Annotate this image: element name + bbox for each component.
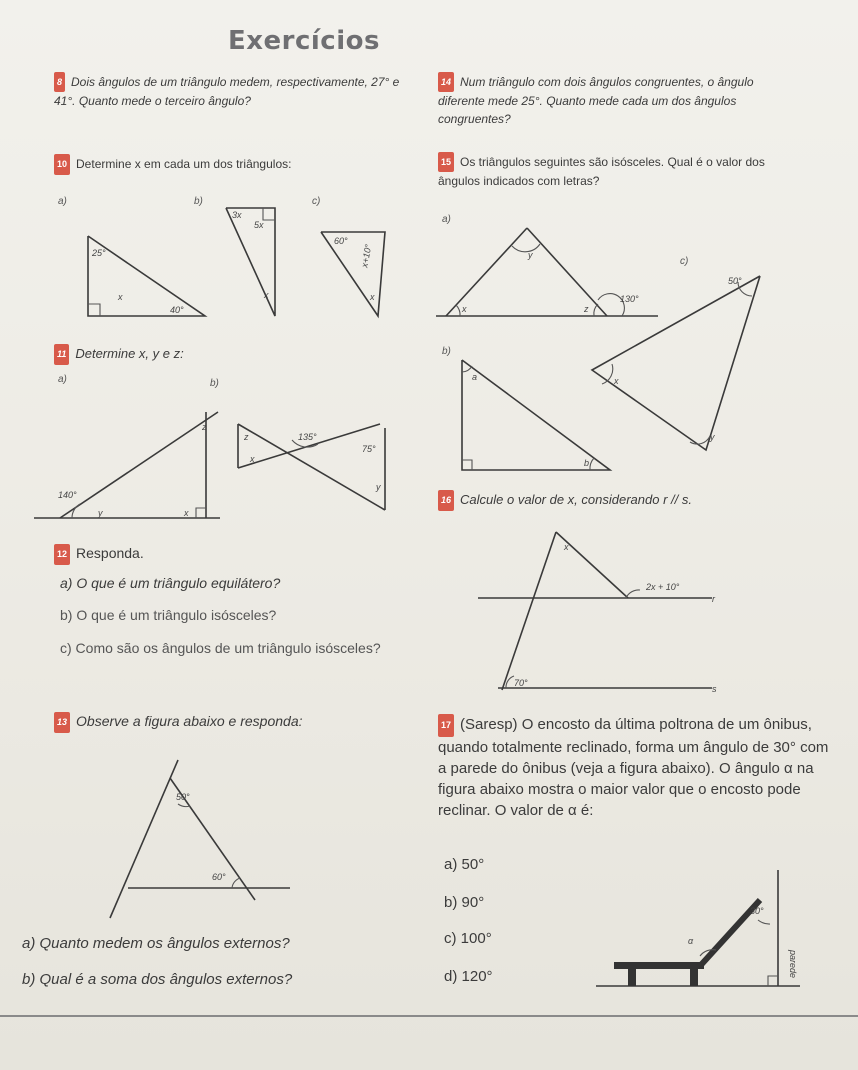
angle-label: 25° (92, 248, 106, 258)
answer-item: a) Quanto medem os ângulos externos? (22, 935, 290, 952)
item-label: b) (194, 196, 203, 207)
angle-label: 50° (728, 276, 742, 286)
exercise-number: 14 (438, 72, 454, 92)
angle-label: 140° (58, 490, 77, 500)
angle-label: 130° (620, 294, 639, 304)
exercise-number: 12 (54, 544, 70, 565)
line-label: r (712, 594, 715, 604)
exercise-text: Os triângulos seguintes são isósceles. Qual é o valor dos ângulos indicados com letras? (438, 155, 765, 188)
angle-label: x+10° (359, 243, 374, 269)
angle-label: y (376, 482, 381, 492)
angle-label: 60° (212, 872, 226, 882)
exercise-text: (Saresp) O encosto da última poltrona de um ônibus, quando totalmente reclinado, forma um ângulo de 30° com a parede do ônibus (veja a figura abaixo). O ângulo α na figura abaixo mostra o maior valor que o encosto pode reclinar. O valor de α é: (438, 716, 829, 819)
angle-label: z (584, 304, 589, 314)
angle-label: z (244, 432, 249, 442)
page-divider (0, 1015, 858, 1017)
angle-label: a (472, 372, 478, 382)
exercise-text: Determine x em cada um dos triângulos: (76, 157, 292, 171)
option-b: b) 90° (444, 894, 485, 911)
angle-label: y (528, 250, 533, 260)
exercise-number: 17 (438, 714, 454, 737)
angle-label: b (584, 458, 590, 468)
angle-label: 40° (170, 305, 184, 315)
item-label: a) (442, 214, 451, 225)
angle-label: y (710, 432, 715, 442)
exercise-text: Responda. (76, 545, 144, 561)
angle-label: x (614, 376, 619, 386)
answer-item: a) O que é um triângulo equilátero? (60, 575, 281, 591)
angle-label: z (202, 422, 207, 432)
angle-label: 60° (334, 236, 348, 246)
exercise-text: Determine x, y e z: (75, 346, 184, 361)
item-label: a) (58, 374, 67, 385)
angle-label: 5x (254, 220, 264, 230)
angle-label: x (462, 304, 467, 314)
angle-label: α (688, 936, 694, 946)
exercise-text: Dois ângulos de um triângulo medem, respectivamente, 27° e 41°. Quanto mede o terceiro ângulo? (54, 75, 400, 108)
exercise-number: 10 (54, 154, 70, 175)
exercise-number: 13 (54, 712, 70, 733)
angle-label: y (98, 508, 103, 518)
item-label: b) (210, 378, 219, 389)
angle-label: x (250, 454, 255, 464)
exercise-text: Observe a figura abaixo e responda: (76, 713, 303, 729)
exercise-text: Calcule o valor de x, considerando r // s. (460, 492, 692, 507)
item-label: b) (442, 346, 451, 357)
angle-label: x (184, 508, 189, 518)
item-label: c) (680, 256, 689, 267)
option-a: a) 50° (444, 856, 485, 873)
answer-item: c) Como são os ângulos de um triângulo isósceles? (60, 640, 381, 656)
angle-label: 2x + 10° (646, 582, 680, 592)
angle-label: x (564, 542, 569, 552)
option-c: c) 100° (444, 930, 492, 947)
answer-item: b) Qual é a soma dos ângulos externos? (22, 971, 293, 988)
angle-label: 135° (298, 432, 317, 442)
exercise-number: 11 (54, 344, 69, 365)
angle-label: 30° (750, 906, 764, 916)
exercise-number: 16 (438, 490, 454, 511)
angle-label: 75° (362, 444, 376, 454)
exercise-number: 15 (438, 152, 454, 172)
wall-label: parede (788, 950, 798, 979)
page-title: Exercícios (228, 26, 380, 56)
exercise-number: 8 (54, 72, 65, 92)
line-label: s (712, 684, 717, 694)
answer-item: b) O que é um triângulo isósceles? (60, 607, 277, 623)
angle-label: 3x (232, 210, 242, 220)
option-d: d) 120° (444, 968, 493, 985)
angle-label: x (370, 292, 375, 302)
angle-label: x (118, 292, 123, 302)
exercise-text: Num triângulo com dois ângulos congruentes, o ângulo diferente mede 25°. Quanto mede cada um dos ângulos congruentes? (438, 75, 754, 126)
item-label: a) (58, 196, 67, 207)
angle-label: x (264, 290, 269, 300)
item-label: c) (312, 196, 321, 207)
angle-label: 70° (514, 678, 528, 688)
angle-label: 50° (176, 792, 190, 802)
